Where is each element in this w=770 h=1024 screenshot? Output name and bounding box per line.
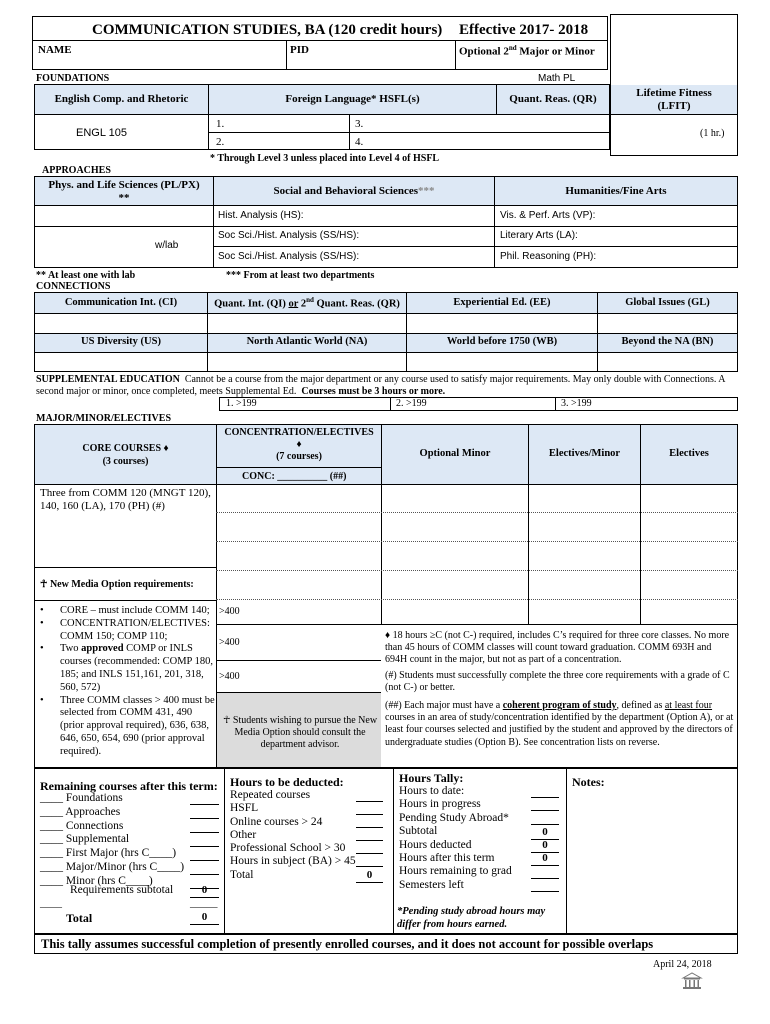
bullet-approved: • Two approved COMP or INLS courses (recommended: COMP 180, 185; and INLS 151,161, 201, 318, 560, 572)	[34, 643, 218, 694]
supplemental-slot-1[interactable]: 1. >199	[226, 398, 257, 409]
ci-header: Communication Int. (CI)	[64, 296, 178, 308]
electives-minor-header: Electives/Minor	[548, 448, 621, 460]
wb-header: World before 1750 (WB)	[446, 336, 558, 348]
us-header: US Diversity (US)	[81, 336, 161, 348]
social-behavioral-header: Social and Behavioral Sciences ***	[273, 184, 435, 197]
footer-date: April 24, 2018	[653, 959, 712, 970]
remaining-connections: ____ Connections	[40, 819, 124, 832]
sshs-slot-2[interactable]: Soc Sci./Hist. Analysis (SS/HS):	[218, 251, 360, 262]
lab-note: ** At least one with lab	[36, 270, 136, 281]
foreign-language-header: Foreign Language* HSFL(s)	[285, 93, 420, 106]
major-note-1: ♦ 18 hours ≥C (not C-) required, includes C’s required for three core classes. No more than 45 hours of COMM classes will count toward graduation. COMM 693H and 694H count in the major, but not as part of a concentration.	[385, 630, 730, 666]
fl-slot-3[interactable]: 3.	[355, 118, 364, 130]
hours-remaining: Hours remaining to grad	[399, 865, 512, 878]
optional-major-label: Optional 2nd Major or Minor	[459, 44, 595, 58]
sshs-slot-1[interactable]: Soc Sci./Hist. Analysis (SS/HS):	[218, 230, 360, 241]
core-header-line1: CORE COURSES ♦	[82, 443, 169, 454]
deduct-total-value[interactable]: 0	[356, 869, 383, 883]
literary-arts-slot[interactable]: Literary Arts (LA):	[500, 230, 578, 241]
hours-to-date: Hours to date:	[399, 785, 465, 797]
ee-header: Experiential Ed. (EE)	[453, 296, 551, 308]
vis-perf-arts-slot[interactable]: Vis. & Perf. Arts (VP):	[500, 210, 596, 221]
bullet-concentration: • CONCENTRATION/ELECTIVES: COMM 150; COMP 110;	[34, 618, 218, 644]
deduct-repeated: Repeated courses	[230, 789, 311, 801]
pl-header-line1: Phys. and Life Sciences (PL/PX)	[48, 179, 200, 191]
bullet-three-comm: • Three COMM classes > 400 must be selected from COMM 431, 490 (prior approval required), 636, 638, 646, 650, 654, 690 (prior approval required).	[34, 695, 218, 759]
gt400-slot-1[interactable]: >400	[219, 606, 240, 617]
deduct-other: Other	[230, 828, 257, 841]
fl-slot-1[interactable]: 1.	[216, 118, 225, 130]
name-field[interactable]	[33, 41, 285, 69]
notes-title: Notes:	[572, 775, 605, 789]
pl-header-line2: **	[118, 192, 130, 204]
hours-pending-abroad: Pending Study Abroad*	[399, 811, 509, 824]
total-label: Total	[66, 911, 93, 925]
after-term-value[interactable]: 0	[531, 852, 559, 866]
hours-in-progress: Hours in progress	[399, 798, 481, 811]
remaining-first-major: ____ First Major (hrs C____)	[40, 847, 177, 860]
new-media-consult: ☥ Students wishing to pursue the New Media Option should consult the department advisor.	[222, 715, 378, 751]
conc-header-line3: (7 courses)	[276, 451, 322, 462]
remaining-approaches: ____ Approaches	[40, 805, 121, 818]
electives-header: Electives	[669, 448, 709, 460]
gl-header: Global Issues (GL)	[625, 296, 710, 308]
conc-header-line2: ♦	[296, 439, 302, 450]
na-header: North Atlantic World (NA)	[246, 336, 368, 348]
deduct-total-label: Total	[230, 868, 254, 881]
major-label: MAJOR/MINOR/ELECTIVES	[36, 413, 172, 424]
remaining-minor: ____ Minor (hrs C____)	[40, 874, 153, 887]
major-note-2: (#) Students must successfully complete the three core requirements with a grade of C (not C-) or better.	[385, 670, 730, 694]
core-text-line2: 140, 160 (LA), 170 (PH) (#)	[40, 500, 165, 512]
major-note-3: (##) Each major must have a coherent program of study, defined as at least four courses in an area of study/concentration identified by the department (Option A), or at least four courses selected and justified by the student and approved by the directors of undergraduate studies (Option B). See concentration lists on reverse.	[385, 700, 734, 748]
qi-header: Quant. Int. (QI) or 2nd Quant. Reas. (QR)	[214, 295, 400, 310]
optional-major-field[interactable]	[456, 58, 606, 69]
quant-reas-header: Quant. Reas. (QR)	[509, 93, 597, 106]
foundations-label: FOUNDATIONS	[36, 73, 110, 84]
supplemental-text-line2: second major or minor, once completed, meets Supplemental Ed. Courses must be 3 hours or more.	[36, 386, 446, 397]
semesters-left: Semesters left	[399, 878, 464, 891]
name-label: NAME	[38, 44, 72, 56]
total-blank-right: _____	[190, 897, 218, 909]
assumption-text: This tally assumes successful completion of presently enrolled courses, and it does not account for possible overlaps	[41, 937, 654, 951]
deduct-professional: Professional School > 30	[230, 842, 346, 855]
lfit-header-line1: Lifetime Fitness	[636, 87, 712, 99]
remaining-supplemental: ____ Supplemental	[40, 833, 130, 846]
core-header-line2: (3 courses)	[102, 456, 149, 467]
new-media-title: ☥ New Media Option requirements:	[40, 579, 194, 590]
subtotal-value[interactable]: 0	[531, 826, 559, 840]
total-value[interactable]: 0	[190, 911, 219, 925]
fl-slot-2[interactable]: 2.	[216, 136, 225, 148]
bullet-core: • CORE – must include COMM 140;	[34, 605, 218, 618]
deducted-value[interactable]: 0	[531, 839, 559, 853]
gt400-slot-3[interactable]: >400	[219, 671, 240, 682]
deduct-online: Online courses > 24	[230, 815, 323, 828]
hist-analysis-slot[interactable]: Hist. Analysis (HS):	[218, 210, 304, 221]
supplemental-slots	[219, 397, 738, 411]
optional-minor-header: Optional Minor	[419, 448, 491, 460]
deduct-list	[230, 789, 356, 882]
hours-after-term: Hours after this term	[399, 852, 495, 865]
wlab-label: w/lab	[155, 240, 179, 251]
deduct-hours-subject: Hours in subject (BA) > 45	[230, 855, 356, 868]
connections-label: CONNECTIONS	[36, 281, 111, 292]
dept-note: *** From at least two departments	[226, 270, 375, 281]
hours-list	[399, 785, 512, 892]
humanities-header: Humanities/Fine Arts	[565, 184, 667, 197]
pending-abroad-note: *Pending study abroad hours may differ from hours earned.	[397, 906, 546, 930]
fl-slot-4[interactable]: 4.	[355, 136, 364, 148]
pid-field[interactable]	[287, 41, 454, 69]
remaining-foundations: ____ Foundations	[40, 792, 123, 804]
unc-logo-icon	[681, 972, 703, 990]
hours-subtotal: Subtotal	[399, 825, 438, 838]
lfit-header-line2: (LFIT)	[657, 100, 691, 112]
hours-deducted: Hours deducted	[399, 838, 472, 851]
phil-reasoning-slot[interactable]: Phil. Reasoning (PH):	[500, 251, 597, 262]
req-subtotal-value[interactable]: 0	[190, 884, 219, 898]
english-comp-header: English Comp. and Rhetoric	[54, 93, 189, 106]
engl-105[interactable]: ENGL 105	[76, 127, 127, 139]
lfit-hours: (1 hr.)	[700, 128, 725, 139]
req-subtotal-label: Requirements subtotal	[70, 884, 174, 896]
remaining-list	[40, 792, 184, 889]
hours-tally-title: Hours Tally:	[399, 771, 464, 785]
pid-label: PID	[290, 44, 309, 56]
supplemental-text-line1: SUPPLEMENTAL EDUCATION Cannot be a course from the major department or any course used to satisfy major requirements. May only double with Connections. A	[36, 374, 726, 385]
total-blank: ____	[40, 897, 62, 909]
remaining-title: Remaining courses after this term:	[40, 779, 218, 793]
supplemental-slot-3[interactable]: 3. >199	[561, 398, 592, 409]
notes-field[interactable]	[567, 790, 737, 933]
math-pl-label: Math PL	[538, 73, 576, 84]
approaches-label: APPROACHES	[42, 165, 111, 176]
supplemental-slot-2[interactable]: 2. >199	[396, 398, 427, 409]
deduct-hsfl: HSFL	[230, 802, 259, 815]
gt400-slot-2[interactable]: >400	[219, 637, 240, 648]
bn-header: Beyond the NA (BN)	[621, 336, 714, 348]
page-title: COMMUNICATION STUDIES, BA (120 credit hours)	[92, 22, 443, 38]
conc-header-line1: CONCENTRATION/ELECTIVES	[224, 427, 374, 438]
hsfl-note: * Through Level 3 unless placed into Level 4 of HSFL	[210, 153, 440, 164]
conc-field[interactable]: CONC: __________ (##)	[242, 471, 347, 482]
remaining-major-minor: ____ Major/Minor (hrs C____)	[40, 860, 185, 873]
new-media-bullets	[34, 605, 218, 759]
effective-date: Effective 2017- 2018	[459, 22, 589, 38]
core-text-line1: Three from COMM 120 (MNGT 120),	[40, 487, 211, 499]
deduct-title: Hours to be deducted:	[230, 775, 344, 789]
